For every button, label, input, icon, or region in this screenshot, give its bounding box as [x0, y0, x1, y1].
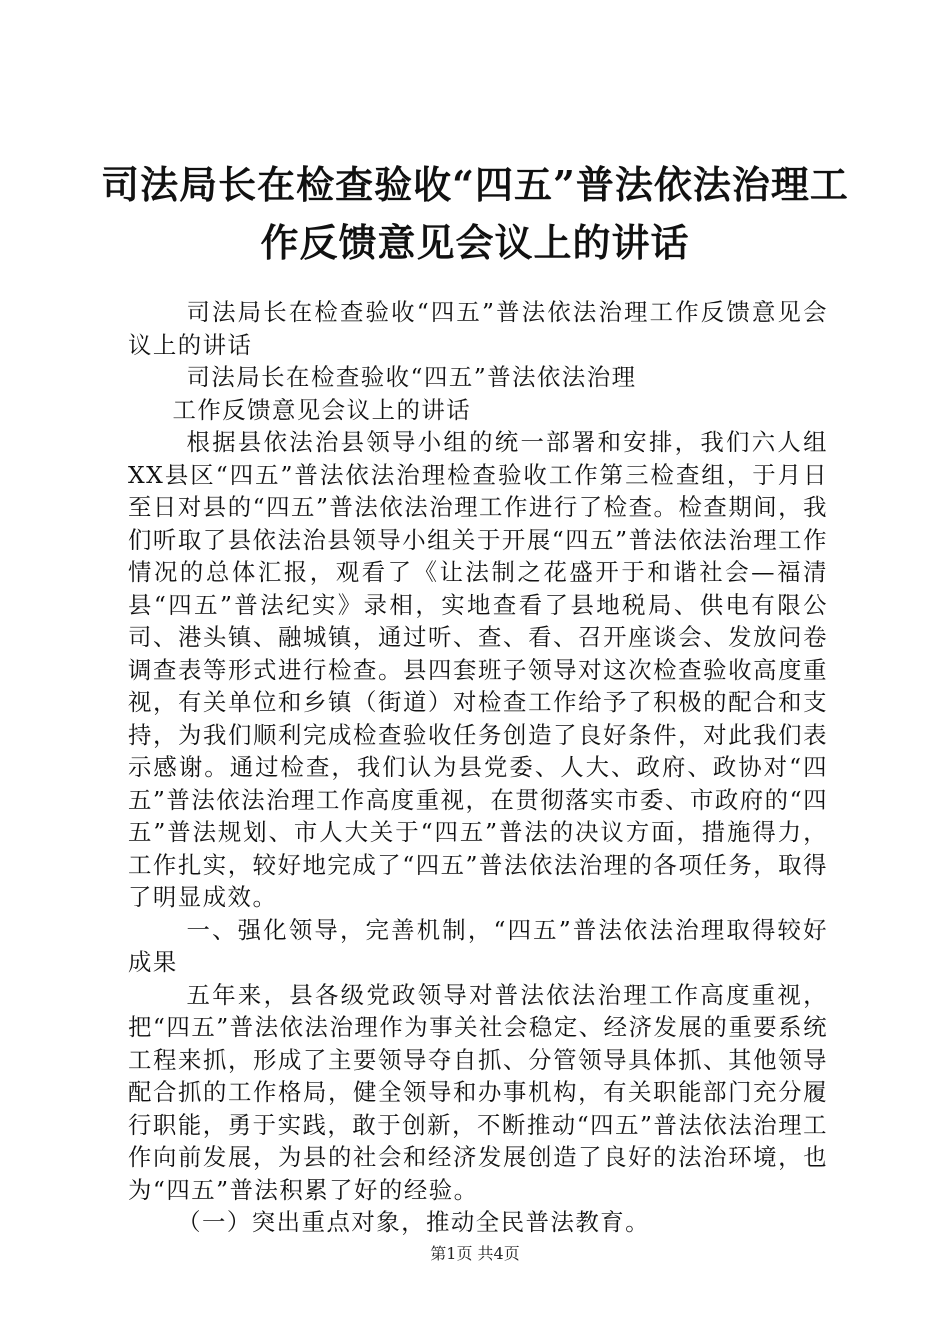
- page-footer: 第1页 共4页: [430, 1244, 520, 1263]
- paragraph: 司法局长在检查验收“四五”普法依法治理工作反馈意见会议上的讲话: [128, 298, 828, 359]
- document-title-line-1: 司法局长在检查验收“四五”普法依法治理工: [101, 162, 849, 207]
- paragraph: 一、强化领导，完善机制，“四五”普法依法治理取得较好成果: [128, 915, 828, 976]
- paragraph: 根据县依法治县领导小组的统一部署和安排，我们六人组XX县区“四五”普法依法治理检查验收工作第三检查组，于月日至日对县的“四五”普法依法治理工作进行了检查。检查期间，我们听取了县依法治县领导小组关于开展“四五”普法依法治理工作情况的总体汇报，观看了《让法制之花盛开于和谐社会—福清县“四五”普法纪实》录相，实地查看了县地税局、供电有限公司、港头镇、融城镇，通过听、查、看、召开座谈会、发放问卷调查表等形式进行检查。县四套班子领导对这次检查验收高度重视，有关单位和乡镇（街道）对检查工作给予了积极的配合和支持，为我们顺利完成检查验收任务创造了良好条件，对此我们表示感谢。通过检查，我们认为县党委、人大、政府、政协对“四五”普法依法治理工作高度重视，在贯彻落实市委、市政府的“四五”普法规划、市人大关于“四五”普法的决议方面，措施得力，工作扎实，较好地完成了“四五”普法依法治理的各项任务，取得了明显成效。: [128, 428, 828, 911]
- document-body: [128, 296, 828, 1239]
- paragraph: 五年来，县各级党政领导对普法依法治理工作高度重视，把“四五”普法依法治理作为事关社会稳定、经济发展的重要系统工程来抓，形成了主要领导夺自抓、分管领导具体抓、其他领导配合抓的工作格局，健全领导和办事机构，有关职能部门充分履行职能，勇于实践，敢于创新，不断推动“四五”普法依法治理工作向前发展，为县的社会和经济发展创造了良好的法治环境，也为“四五”普法积累了好的经验。: [128, 980, 828, 1204]
- document-title-line-2: 作反馈意见会议上的讲话: [260, 220, 690, 265]
- paragraph: （一）突出重点对象，推动全民普法教育。: [177, 1208, 651, 1236]
- paragraph: 司法局长在检查验收“四五”普法依法治理: [186, 363, 637, 391]
- paragraph: 工作反馈意见会议上的讲话: [172, 395, 472, 424]
